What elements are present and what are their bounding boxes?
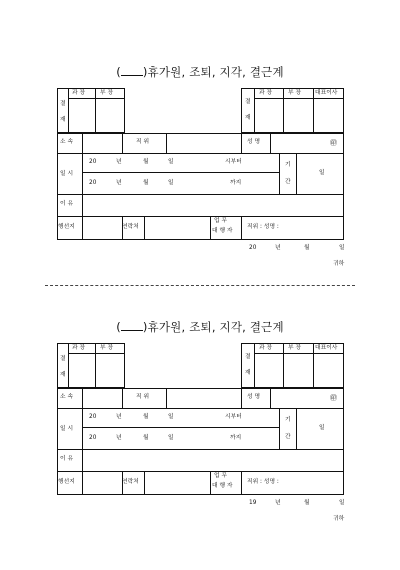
approval-sign-cell[interactable] [69,99,95,132]
type-blank[interactable] [121,65,143,76]
seal-icon: ㊞ [330,394,337,402]
affiliation-input[interactable] [83,134,121,152]
approval-sign-cell[interactable] [96,99,124,132]
type-blank[interactable] [121,320,143,331]
reason-input[interactable] [83,195,343,215]
main-table [57,388,344,495]
form-title: ( )휴가원, 조퇴, 지각, 결근계 [116,320,284,334]
title-text: )휴가원, 조퇴, 지각, 결근계 [142,320,284,334]
form-title: ( )휴가원, 조퇴, 지각, 결근계 [116,65,284,79]
cut-line [45,285,355,286]
seal-icon: ㊞ [330,139,337,147]
title-text: )휴가원, 조퇴, 지각, 결근계 [142,65,284,79]
